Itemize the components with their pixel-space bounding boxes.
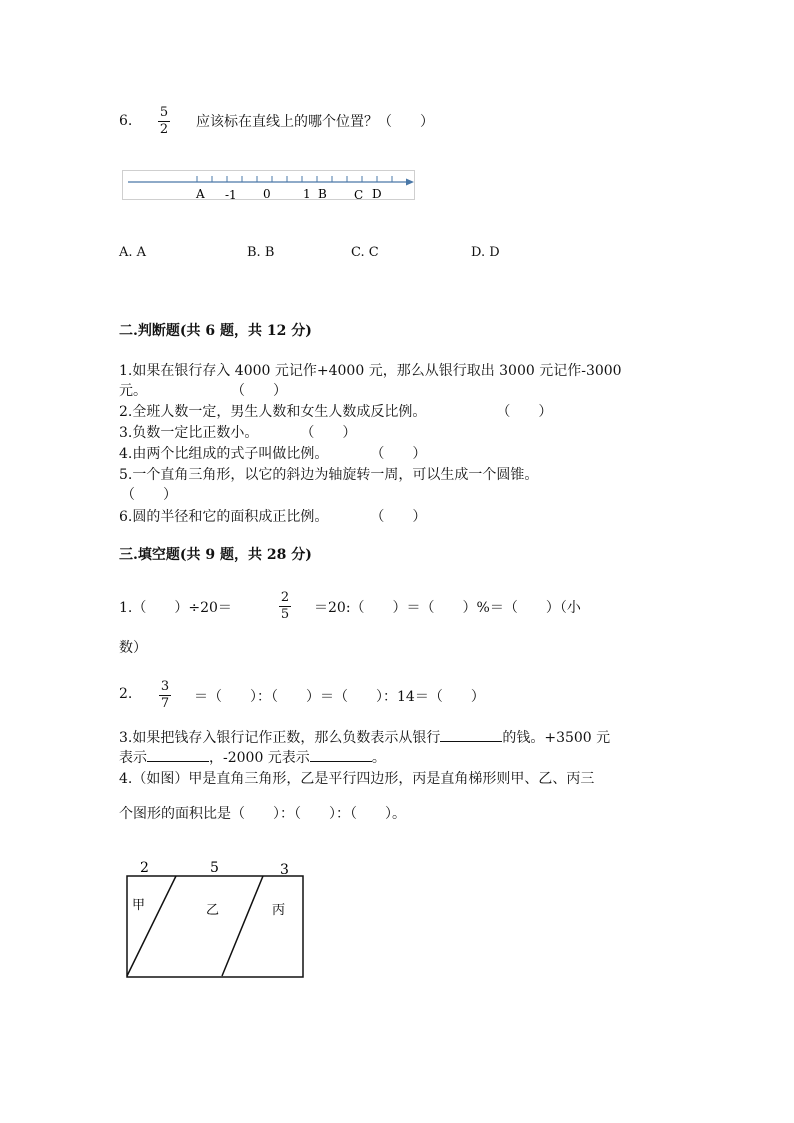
figure-diagonal-left: [127, 876, 176, 976]
fill-q3-line1: [119, 727, 610, 747]
fill-q4-line1: 4.（如图）甲是直角三角形，乙是平行四边形，丙是直角梯形则甲、乙、丙三: [119, 771, 595, 787]
fill-q1-fraction-numerator: 2: [280, 590, 290, 605]
number-line-label-1: 1: [303, 187, 311, 201]
figure-top-label-2: 2: [140, 860, 149, 876]
fill-q3-text-a: 3.如果把钱存入银行记作正数，那么负数表示从银行: [119, 730, 441, 746]
fill-q1-fraction: [279, 591, 291, 622]
fill-q3-text-e: 。: [371, 750, 386, 766]
number-line-label-D: D: [372, 187, 382, 201]
q6-question-text: 应该标在直线上的哪个位置？（ ）: [196, 114, 434, 130]
figure-top-label-3: 3: [280, 862, 289, 878]
judge-item-1: 1.如果在银行存入 4000 元记作+4000 元，那么从银行取出 3000 元记作-3000: [119, 363, 622, 379]
figure-top-label-5: 5: [210, 860, 219, 876]
shapes-figure: [118, 855, 308, 980]
fill-q1-fraction-denominator: 5: [280, 607, 290, 622]
figure-label-jia: 甲: [132, 898, 146, 913]
fill-q4-line2: 个图形的面积比是（ ）：（ ）：（ ）。: [119, 806, 406, 822]
judge-item-5-continued: （ ）: [121, 487, 177, 503]
number-line-label-C: C: [354, 188, 364, 202]
figure-label-yi: 乙: [206, 903, 220, 918]
figure-label-bing: 丙: [272, 903, 286, 918]
q6-number: 6.: [119, 113, 133, 129]
number-line-label-B: B: [318, 187, 327, 201]
number-line-arrow-icon: [406, 179, 414, 186]
fill-q3-text-c: 表示: [119, 750, 147, 766]
number-line-label-0: 0: [263, 187, 271, 201]
section-3-heading: 三.填空题(共 9 题，共 28 分): [119, 547, 312, 563]
fill-q3-blank-3[interactable]: [310, 747, 372, 762]
fill-q1-part1: 1.（ ）÷20＝: [119, 600, 232, 616]
judge-item-1-continued: 元。 （ ）: [119, 383, 287, 399]
section-2-heading: 二.判断题(共 6 题，共 12 分): [119, 323, 312, 339]
q6-option-a[interactable]: A. A: [119, 245, 147, 260]
fill-q1-part2: ＝20:（ ）＝（ ）%＝（ ）（小: [314, 600, 581, 616]
judge-item-2: 2.全班人数一定，男生人数和女生人数成反比例。 （ ）: [119, 404, 553, 420]
judge-item-5: 5.一个直角三角形，以它的斜边为轴旋转一周，可以生成一个圆锥。: [119, 467, 539, 483]
figure-diagonal-right: [222, 876, 263, 976]
fill-q3-text-d: ，-2000 元表示: [209, 750, 310, 766]
q6-option-d[interactable]: D. D: [471, 245, 500, 260]
fill-q2-fraction-numerator: 3: [160, 679, 170, 694]
figure-outer-rectangle: [127, 876, 303, 977]
q6-option-c[interactable]: C. C: [351, 245, 379, 260]
number-line-ticks: [197, 176, 392, 182]
fill-q2-part2: ＝（ ）：（ ）＝（ ）：14＝（ ）: [194, 689, 485, 705]
number-line-label-minus1: -1: [225, 188, 237, 202]
judge-item-6: 6.圆的半径和它的面积成正比例。 （ ）: [119, 509, 427, 525]
q6-option-b[interactable]: B. B: [247, 245, 275, 260]
q6-fraction-denominator: 2: [159, 122, 169, 137]
q6-fraction-numerator: 5: [159, 105, 169, 120]
judge-item-4: 4.由两个比组成的式子叫做比例。 （ ）: [119, 446, 427, 462]
fill-q3-line2: [119, 747, 386, 767]
fill-q2-number: 2.: [119, 686, 133, 702]
fill-q2-fraction-denominator: 7: [160, 696, 170, 711]
number-line-figure: [122, 170, 416, 202]
fill-q1-line2: 数）: [119, 640, 147, 656]
q6-fraction: [158, 106, 170, 137]
fill-q2-fraction: [159, 680, 171, 711]
fill-q3-blank-2[interactable]: [147, 747, 209, 762]
fill-q3-text-b: 的钱。+3500 元: [502, 730, 611, 746]
number-line-label-A: A: [196, 187, 205, 201]
fill-q3-blank-1[interactable]: [440, 727, 502, 742]
judge-item-3: 3.负数一定比正数小。 （ ）: [119, 425, 357, 441]
